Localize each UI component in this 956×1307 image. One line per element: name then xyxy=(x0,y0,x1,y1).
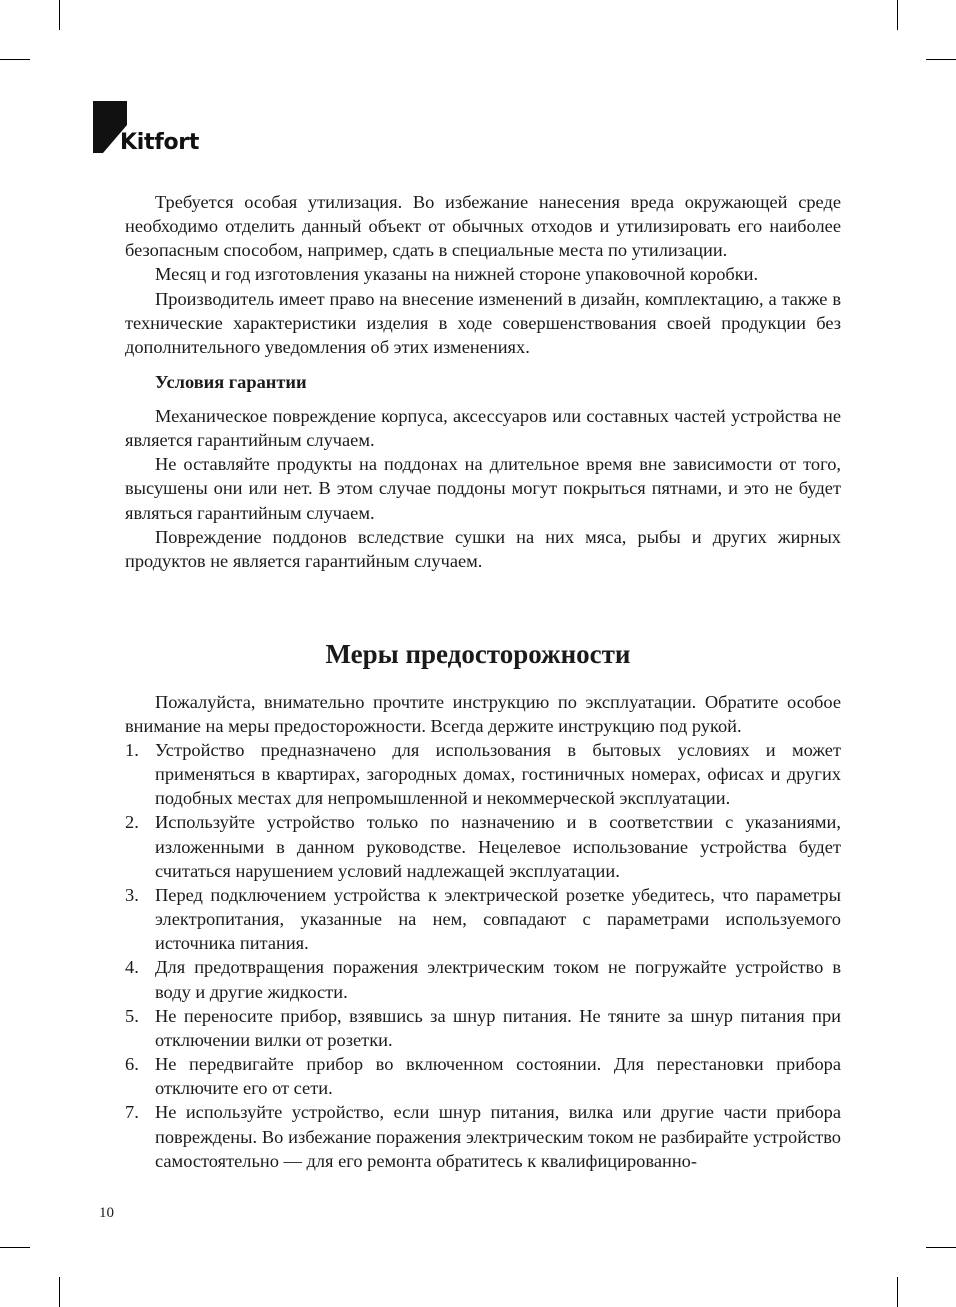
precautions-list xyxy=(125,738,841,1173)
paragraph: Требуется особая утилизация. Во избежание нанесения вреда окружающей среде необходимо отделить данный объект от обычных отходов и утилизировать его наиболее безопасным способом, например, сдать в специальные места по утилизации. xyxy=(125,192,841,261)
page-number: 10 xyxy=(99,1205,114,1221)
item-text: Для предотвращения поражения электрическим током не погружайте устройство в воду и другие жидкости. xyxy=(155,957,841,1002)
precautions-intro xyxy=(125,690,841,738)
list-item xyxy=(125,955,841,1003)
item-number: 7. xyxy=(125,1102,139,1123)
crop-mark xyxy=(897,1277,898,1307)
item-number: 3. xyxy=(125,884,139,905)
item-number: 1. xyxy=(125,740,139,760)
paragraph: Повреждение поддонов вследствие сушки на них мяса, рыбы и других жирных продуктов не является гарантийным случаем. xyxy=(125,526,841,571)
item-number: 6. xyxy=(125,1054,139,1075)
paragraph: Пожалуйста, внимательно прочтите инструкцию по эксплуатации. Обратите особое внимание на меры предосторожности. Всегда держите инструкцию под рукой. xyxy=(125,692,841,737)
item-number: 5. xyxy=(125,1005,139,1026)
list-item xyxy=(125,883,841,955)
warranty-heading: Условия гарантии xyxy=(155,372,307,392)
crop-mark xyxy=(926,59,956,60)
crop-mark xyxy=(0,1247,30,1248)
item-text: Используйте устройство только по назначению и в соответствии с указаниями, изложенными в данном руководстве. Нецелевое использование устройства будет считаться нарушением условий надлежащей эксплуатации. xyxy=(155,812,841,881)
item-text: Не переносите прибор, взявшись за шнур питания. Не тяните за шнур питания при отключении вилки от розетки. xyxy=(155,1005,841,1050)
page-title: Меры предосторожности xyxy=(325,639,631,669)
crop-mark xyxy=(897,0,898,30)
item-text: Не используйте устройство, если шнур питания, вилка или другие части прибора повреждены. Во избежание поражения электрическим током не разбирайте устройство самостоятельно — для его ремонта обратитесь к квалифицированно- xyxy=(155,1102,841,1171)
paragraph: Производитель имеет право на внесение изменений в дизайн, комплектацию, а также в технические характеристики изделия в ходе совершенствования своей продукции без дополнительного уведомления об этих изменениях. xyxy=(125,288,841,357)
paragraph: Месяц и год изготовления указаны на нижней стороне упаковочной коробки. xyxy=(155,264,759,285)
crop-mark xyxy=(59,0,60,30)
crop-mark xyxy=(0,59,30,60)
item-text: Не передвигайте прибор во включенном состоянии. Для перестановки прибора отключите его от сети. xyxy=(155,1054,841,1099)
paragraph: Не оставляйте продукты на поддонах на длительное время вне зависимости от того, высушены они или нет. В этом случае поддоны могут покрыться пятнами, и это не будет являться гарантийным случаем. xyxy=(125,454,841,523)
paragraph: Механическое повреждение корпуса, аксессуаров или составных частей устройства не является гарантийным случаем. xyxy=(125,406,841,451)
item-number: 2. xyxy=(125,812,139,833)
list-item xyxy=(125,810,841,882)
crop-mark xyxy=(926,1247,956,1248)
warranty-text xyxy=(125,404,841,573)
intro-text xyxy=(125,190,841,359)
item-text: Устройство предназначено для использования в бытовых условиях и может применяться в квартирах, загородных домах, гостиничных номерах, офисах и других подобных местах для непромышленной и некоммерческой эксплуатации. xyxy=(155,740,841,809)
brand-logo xyxy=(93,101,223,157)
list-item xyxy=(125,1052,841,1100)
list-item xyxy=(125,738,841,810)
item-number: 4. xyxy=(125,957,139,978)
list-item xyxy=(125,1100,841,1172)
item-text: Перед подключением устройства к электрической розетке убедитесь, что параметры электропитания, указанные на нем, совпадают с параметрами используемого источника питания. xyxy=(155,884,841,954)
brand-name: Kitfort xyxy=(120,130,200,155)
crop-mark xyxy=(59,1277,60,1307)
list-item xyxy=(125,1004,841,1052)
